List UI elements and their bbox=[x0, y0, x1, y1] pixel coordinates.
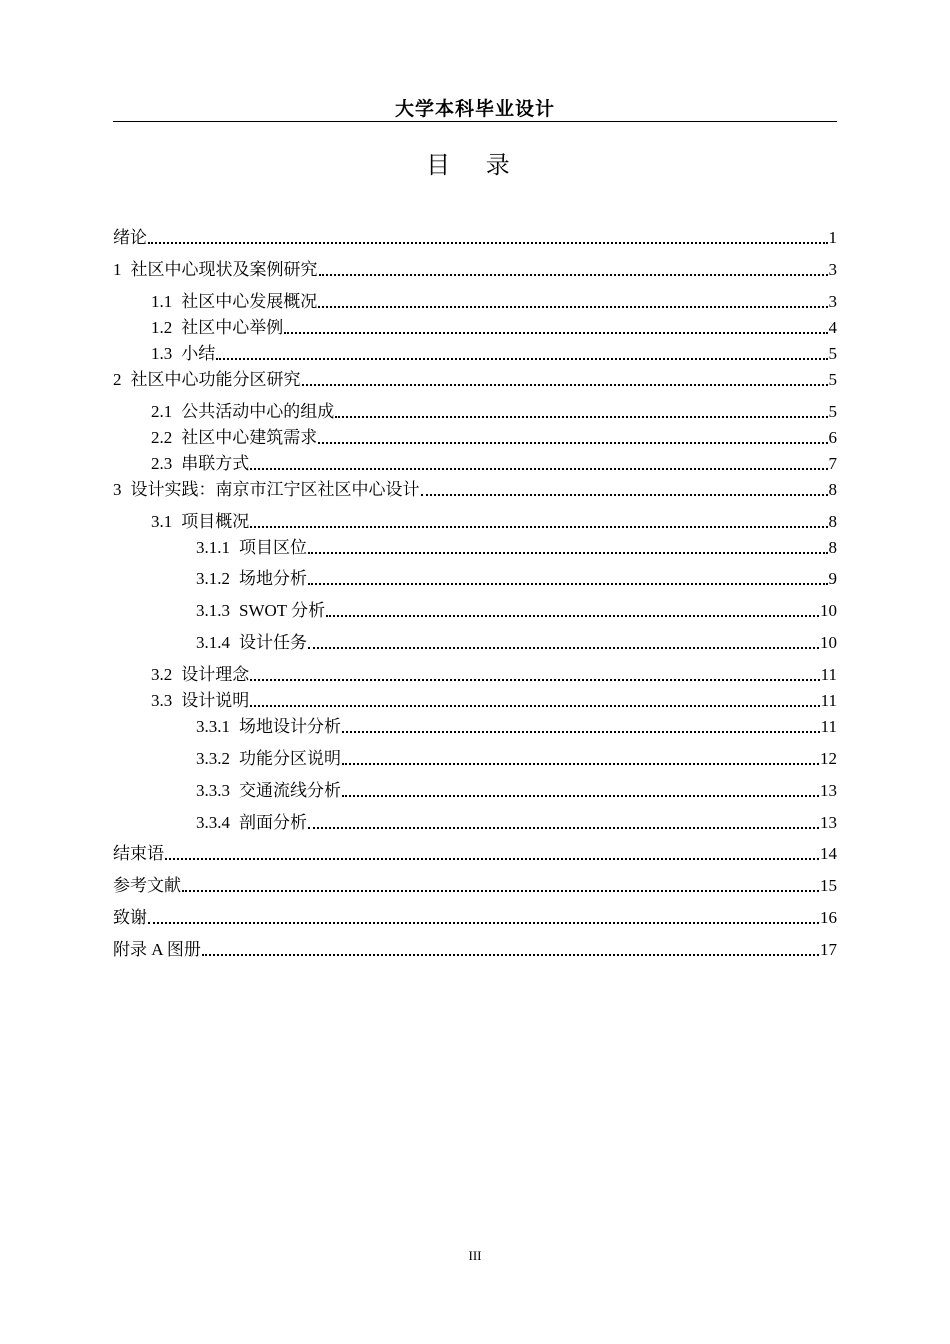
dot-leader bbox=[284, 332, 827, 334]
toc-entry-page: 13 bbox=[820, 813, 837, 832]
toc-entry bbox=[113, 714, 837, 738]
toc-entry-page: 5 bbox=[828, 370, 837, 389]
toc-entry-page: 8 bbox=[828, 480, 837, 499]
toc-entry bbox=[113, 662, 837, 686]
toc-entry-number: 2.2 bbox=[151, 428, 173, 447]
toc-entry-number: 1.3 bbox=[151, 344, 173, 363]
toc-entry bbox=[113, 873, 837, 897]
toc-entry-page: 5 bbox=[828, 344, 837, 363]
toc-entry-page: 3 bbox=[828, 260, 837, 279]
toc-entry-number: 1.2 bbox=[151, 318, 173, 337]
toc-entry-label: 社区中心现状及案例研究 bbox=[130, 260, 318, 279]
dot-leader bbox=[308, 827, 819, 829]
toc-entry bbox=[113, 937, 837, 961]
toc-entry-page: 4 bbox=[828, 318, 837, 337]
toc-entry-number: 3.3.4 bbox=[196, 813, 230, 832]
toc-entry-label: 社区中心发展概况 bbox=[181, 292, 318, 311]
toc-entry bbox=[113, 367, 837, 391]
toc-entry-number: 3.1 bbox=[151, 512, 173, 531]
dot-leader bbox=[326, 615, 819, 617]
toc-entry-label: 社区中心建筑需求 bbox=[181, 428, 318, 447]
toc-entry-number: 3.3.3 bbox=[196, 781, 230, 800]
dot-leader bbox=[250, 705, 819, 707]
toc-entry-label: 参考文献 bbox=[113, 876, 181, 895]
toc-entry-number: 2.3 bbox=[151, 454, 173, 473]
toc-entry-page: 10 bbox=[820, 633, 837, 652]
toc-entry-page: 8 bbox=[828, 538, 837, 557]
toc-entry bbox=[113, 477, 837, 501]
toc-entry-page: 7 bbox=[828, 454, 837, 473]
toc-entry-page: 12 bbox=[820, 749, 837, 768]
toc-entry-number: 2.1 bbox=[151, 402, 173, 421]
page-number: III bbox=[468, 1248, 482, 1263]
toc-entry-number: 1.1 bbox=[151, 292, 173, 311]
dot-leader bbox=[421, 494, 828, 496]
dot-leader bbox=[308, 552, 828, 554]
toc-entry-page: 16 bbox=[820, 908, 837, 927]
toc-entry bbox=[113, 425, 837, 449]
toc-entry-label: SWOT 分析 bbox=[239, 601, 326, 620]
toc-entry-label: 项目区位 bbox=[239, 538, 307, 557]
toc-entry bbox=[113, 905, 837, 929]
toc-entry bbox=[113, 341, 837, 365]
toc-entry bbox=[113, 225, 837, 249]
toc-entry-number: 3.1.3 bbox=[196, 601, 230, 620]
toc-entry-number: 3.1.2 bbox=[196, 569, 230, 588]
toc-entry bbox=[113, 746, 837, 770]
toc-entry bbox=[113, 257, 837, 281]
toc-entry-page: 6 bbox=[828, 428, 837, 447]
toc-entry-number: 3.3.1 bbox=[196, 717, 230, 736]
dot-leader bbox=[302, 384, 828, 386]
dot-leader bbox=[148, 922, 819, 924]
dot-leader bbox=[342, 763, 819, 765]
toc-entry bbox=[113, 630, 837, 654]
toc-entry-label: 结束语 bbox=[113, 844, 164, 863]
dot-leader bbox=[318, 442, 827, 444]
toc-entry bbox=[113, 778, 837, 802]
toc-entry-number: 3.3.2 bbox=[196, 749, 230, 768]
dot-leader bbox=[342, 795, 819, 797]
toc-entry-label: 小结 bbox=[181, 344, 216, 363]
toc-entry-page: 15 bbox=[820, 876, 837, 895]
toc-entry-page: 11 bbox=[820, 665, 837, 684]
dot-leader bbox=[250, 468, 827, 470]
toc-entry-label: 附录 A 图册 bbox=[113, 940, 201, 959]
toc-entry-page: 3 bbox=[828, 292, 837, 311]
toc-entry-label: 项目概况 bbox=[181, 512, 250, 531]
dot-leader bbox=[319, 274, 828, 276]
toc-entry-label: 设计说明 bbox=[181, 691, 250, 710]
dot-leader bbox=[342, 731, 820, 733]
toc-entry bbox=[113, 810, 837, 834]
toc-entry-page: 14 bbox=[820, 844, 837, 863]
toc-entry-label: 剖面分析 bbox=[239, 813, 307, 832]
toc-entry-label: 公共活动中心的组成 bbox=[181, 402, 335, 421]
dot-leader bbox=[165, 858, 819, 860]
toc-entry-page: 13 bbox=[820, 781, 837, 800]
dot-leader bbox=[335, 416, 827, 418]
running-header: 大学本科毕业设计 bbox=[394, 98, 555, 120]
toc-entry-number: 2 bbox=[113, 370, 122, 389]
toc-entry-number: 3.1.1 bbox=[196, 538, 230, 557]
toc-entry-page: 8 bbox=[828, 512, 837, 531]
toc-entry-label: 社区中心举例 bbox=[181, 318, 284, 337]
toc-entry bbox=[113, 289, 837, 313]
toc-entry-page: 11 bbox=[820, 691, 837, 710]
toc-entry bbox=[113, 566, 837, 590]
dot-leader bbox=[318, 306, 827, 308]
toc-entry-label: 社区中心功能分区研究 bbox=[130, 370, 301, 389]
toc-entry-page: 5 bbox=[828, 402, 837, 421]
toc-entry bbox=[113, 688, 837, 712]
toc-entry-label: 绪论 bbox=[113, 228, 147, 247]
toc-entry-label: 场地分析 bbox=[239, 569, 307, 588]
toc-entry-page: 10 bbox=[820, 601, 837, 620]
dot-leader bbox=[308, 583, 828, 585]
toc-entry-page: 11 bbox=[820, 717, 837, 736]
toc-entry-page: 17 bbox=[820, 940, 837, 959]
dot-leader bbox=[250, 679, 819, 681]
dot-leader bbox=[182, 890, 819, 892]
toc-entry-number: 3.1.4 bbox=[196, 633, 230, 652]
toc-entry bbox=[113, 451, 837, 475]
toc-entry-number: 3 bbox=[113, 480, 122, 499]
toc-entry-number: 3.3 bbox=[151, 691, 173, 710]
toc-entry-label: 交通流线分析 bbox=[239, 781, 341, 800]
dot-leader bbox=[148, 242, 828, 244]
toc-entry bbox=[113, 315, 837, 339]
toc-entry-label: 功能分区说明 bbox=[239, 749, 341, 768]
dot-leader bbox=[216, 358, 827, 360]
toc-entry bbox=[113, 399, 837, 423]
dot-leader bbox=[202, 954, 819, 956]
toc-entry-number: 3.2 bbox=[151, 665, 173, 684]
toc-entry-label: 设计任务 bbox=[239, 633, 307, 652]
toc-entry-label: 串联方式 bbox=[181, 454, 250, 473]
toc-entry-page: 9 bbox=[828, 569, 837, 588]
toc-entry-label: 设计理念 bbox=[181, 665, 250, 684]
toc-entry bbox=[113, 598, 837, 622]
toc-entry-label: 致谢 bbox=[113, 908, 147, 927]
toc-entry-label: 设计实践：南京市江宁区社区中心设计 bbox=[130, 480, 420, 499]
toc-title: 目 录 bbox=[426, 151, 524, 179]
toc-entry-number: 1 bbox=[113, 260, 122, 279]
toc-entry-label: 场地设计分析 bbox=[239, 717, 341, 736]
dot-leader bbox=[308, 647, 819, 649]
toc-entry bbox=[113, 841, 837, 865]
toc-entry bbox=[113, 509, 837, 533]
header-rule bbox=[113, 121, 837, 122]
toc-entry bbox=[113, 535, 837, 559]
dot-leader bbox=[250, 526, 827, 528]
toc-entry-page: 1 bbox=[828, 228, 837, 247]
